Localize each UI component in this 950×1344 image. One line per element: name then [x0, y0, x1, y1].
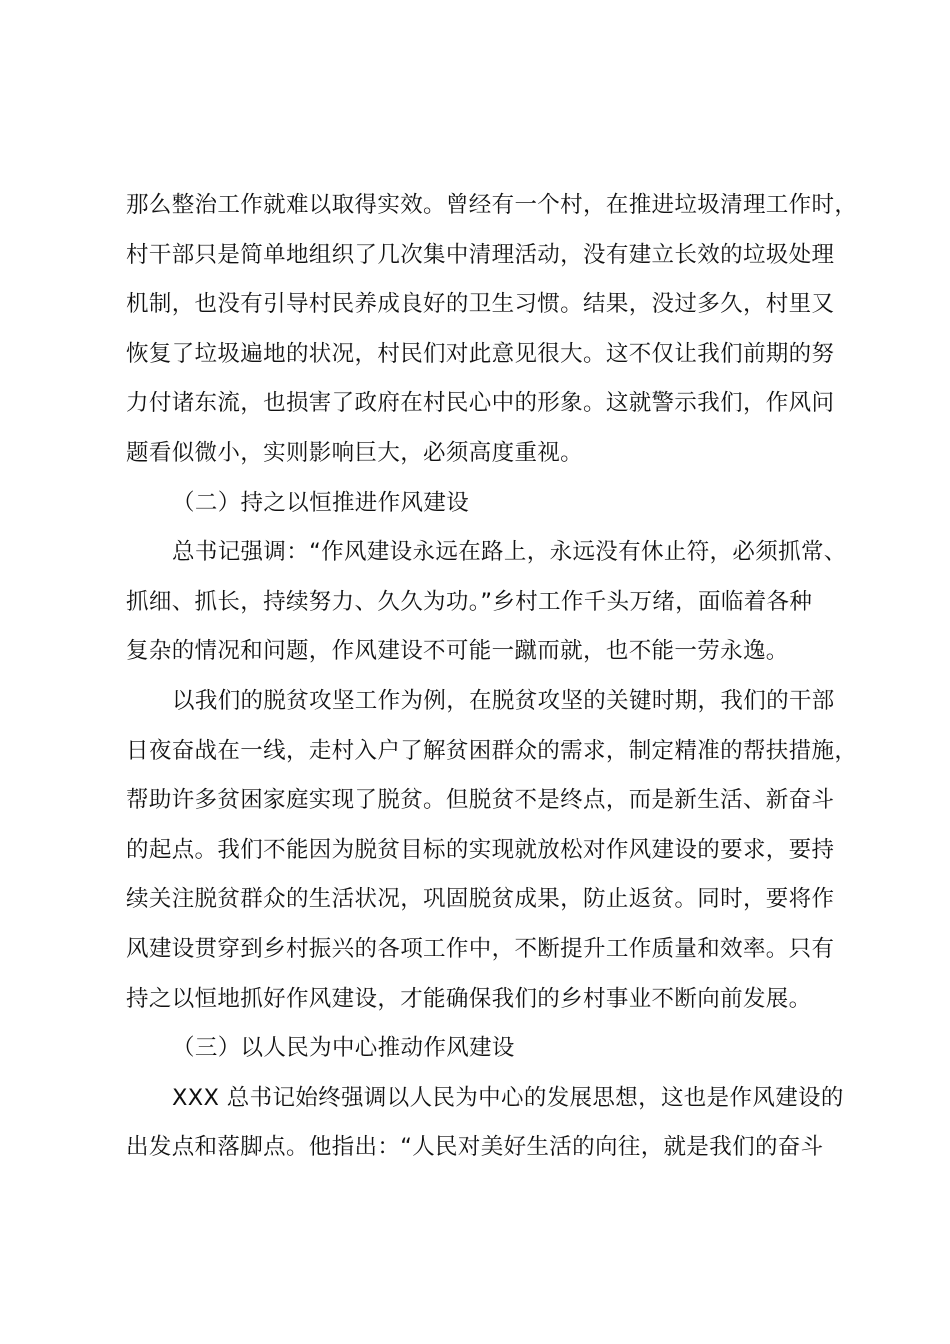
document-body	[126, 181, 858, 1173]
body-line: 题看似微小，实则影响巨大，必须高度重视。	[126, 439, 584, 466]
body-line: 续关注脱贫群众的生活状况，巩固脱贫成果，防止返贫。同时，要将作	[126, 886, 835, 913]
body-line: 风建设贯穿到乡村振兴的各项工作中，不断提升工作质量和效率。只有	[126, 935, 835, 962]
body-line: 总书记强调：“作风建设永远在路上，永远没有休止符，必须抓常、	[172, 539, 847, 566]
body-line: 的起点。我们不能因为脱贫目标的实现就放松对作风建设的要求，要持	[126, 836, 835, 863]
body-line: 力付诸东流，也损害了政府在村民心中的形象。这就警示我们，作风问	[126, 390, 835, 417]
body-line: 出发点和落脚点。他指出：“人民对美好生活的向往，就是我们的奋斗	[126, 1134, 824, 1161]
body-line: 日夜奋战在一线，走村入户了解贫困群众的需求，制定精准的帮扶措施，	[126, 737, 858, 764]
section-heading: （二）持之以恒推进作风建设	[172, 489, 470, 516]
body-line: 村干部只是简单地组织了几次集中清理活动，没有建立长效的垃圾处理	[126, 241, 835, 268]
body-line: 那么整治工作就难以取得实效。曾经有一个村，在推进垃圾清理工作时，	[126, 192, 858, 218]
body-line: 持之以恒地抓好作风建设，才能确保我们的乡村事业不断向前发展。	[126, 985, 812, 1012]
body-line: 复杂的情况和问题，作风建设不可能一蹴而就，也不能一劳永逸。	[126, 638, 789, 665]
section-heading: （三）以人民为中心推动作风建设	[172, 1035, 515, 1062]
body-line: XXX 总书记始终强调以人民为中心的发展思想，这也是作风建设的	[172, 1084, 844, 1111]
body-line: 恢复了垃圾遍地的状况，村民们对此意见很大。这不仅让我们前期的努	[126, 340, 835, 367]
body-line: 以我们的脱贫攻坚工作为例，在脱贫攻坚的关键时期，我们的干部	[172, 687, 835, 714]
body-line: 机制，也没有引导村民养成良好的卫生习惯。结果，没过多久，村里又	[126, 291, 835, 318]
body-line: 帮助许多贫困家庭实现了脱贫。但脱贫不是终点，而是新生活、新奋斗	[126, 787, 835, 814]
body-line: 抓细、抓长，持续努力、久久为功。”乡村工作千头万绪，面临着各种	[126, 588, 813, 615]
